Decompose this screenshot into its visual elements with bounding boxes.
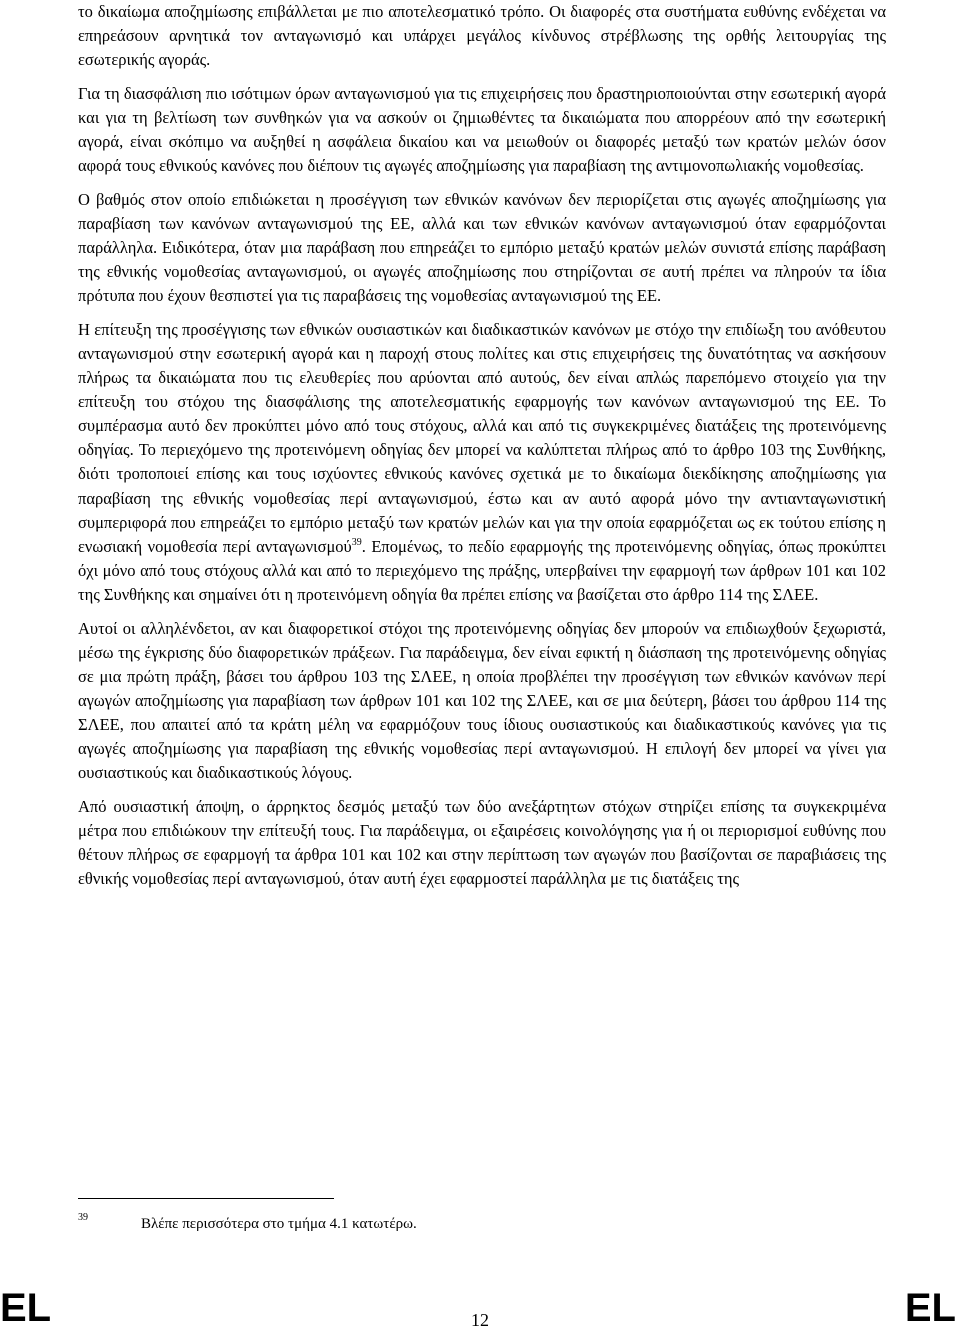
paragraph-4-part-2: . Επομένως, το πεδίο εφαρμογής της προτεινόμενης οδηγίας, όπως προκύπτει όχι μόνο από τους στόχους αλλά και από το περιεχόμενο της πράξης, υπερβαίνει την εφαρμογή των άρθρων 101 και 102 της Συνθήκης και σημαίνει ότι η προτεινόμενη οδηγία θα πρέπει επίσης να βασίζεται στο άρθρο 114 της ΣΛΕΕ.: [78, 536, 886, 604]
footnote-reference: 39: [351, 536, 362, 548]
footnote-separator: [78, 1198, 334, 1199]
language-code-left: EL: [0, 1286, 52, 1330]
paragraph-2: Για τη διασφάλιση πιο ισότιμων όρων ανταγωνισμού για τις επιχειρήσεις που δραστηριοποιούνται στην εσωτερική αγορά και για τη βελτίωση των συνθηκών για να ασκούν οι ζημιωθέντες τα δικαιώματα που απορρέουν από την εσωτερική αγορά, είναι σκόπιμο να αυξηθεί η ασφάλεια δικαίου και να μειωθούν οι διαφορές μεταξύ των κρατών μελών όσον αφορά τους εθνικούς κανόνες που διέπουν τις αγωγές αποζημίωσης για παραβίαση της αντιμονοπωλιακής νομοθεσίας.: [78, 83, 886, 176]
paragraph-4: [78, 318, 886, 607]
paragraph-3: Ο βαθμός στον οποίο επιδιώκεται η προσέγγιση των εθνικών κανόνων δεν περιορίζεται στις αγωγές αποζημίωσης για παραβίαση των κανόνων ανταγωνισμού της ΕΕ, αλλά και των εθνικών κανόνων ανταγωνισμού όταν εφαρμόζονται παράλληλα. Ειδικότερα, όταν μια παράβαση που επηρεάζει το εμπόριο μεταξύ κρατών μελών συνιστά επίσης παράβαση της εθνικής νομοθεσίας ανταγωνισμού, οι αγωγές αποζημίωσης που στηρίζονται σε αυτή πρέπει να πληρούν τα ίδια πρότυπα που έχουν θεσπιστεί για τις παραβάσεις της νομοθεσίας ανταγωνισμού της ΕΕ.: [78, 189, 886, 306]
body-text: [78, 0, 886, 901]
footnote-text: Βλέπε περισσότερα στο τμήμα 4.1 κατωτέρω.: [141, 1216, 417, 1232]
paragraph-1: το δικαίωμα αποζημίωσης επιβάλλεται με πιο αποτελεσματικό τρόπο. Οι διαφορές στα συστήματα ευθύνης ενδέχεται να επηρεάσουν αρνητικά τον ανταγωνισμό και υπάρχει μεγάλος κίνδυνος στρέβλωσης της ορθής λειτουργίας της εσωτερικής αγοράς.: [78, 2, 886, 70]
language-code-right: EL: [904, 1286, 956, 1330]
paragraph-4-part-1: Η επίτευξη της προσέγγισης των εθνικών ουσιαστικών και διαδικαστικών κανόνων με στόχο την επιδίωξη του ανόθευτου ανταγωνισμού στην εσωτερική αγορά και η παροχή στους πολίτες και στις επιχειρήσεις της δυνατότητας να ασκήσουν πλήρως τα δικαιώματα που τις ελευθερίες που αρύονται από αυτούς, δεν είναι απλώς παρεπόμενο στοιχείο για την επίτευξη του στόχου της διασφάλισης της αποτελεσματικής εφαρμογής των κανόνων ανταγωνισμού της ΕΕ. Το συμπέρασμα αυτό δεν προκύπτει μόνο από τους στόχους, αλλά και από τις συγκεκριμένες διατάξεις της προτεινόμενης οδηγίας. Το περιεχόμενο της προτεινόμενη οδηγίας δεν μπορεί να καλύπτεται πλήρως από το άρθρο 103 της Συνθήκης, διότι τροποποιεί επίσης και τους ισχύοντες εθνικούς κανόνες σχετικά με το δικαίωμα διεκδίκησης αποζημίωσης για παραβίαση της εθνικής νομοθεσίας περί ανταγωνισμού, έστω και αν αυτό αφορά μόνο την αντιανταγωνιστική συμπεριφορά που επηρεάζει το εμπόριο μεταξύ των κρατών μελών και για την οποία εφαρμόζεται ως εκ τούτου επίσης η ενωσιακή νομοθεσία περί ανταγωνισμού: [78, 319, 886, 556]
paragraph-6: Από ουσιαστική άποψη, ο άρρηκτος δεσμός μεταξύ των δύο ανεξάρτητων στόχων στηρίζει επίσης τα συγκεκριμένα μέτρα που επιδιώκουν την επίτευξή τους. Για παράδειγμα, οι εξαιρέσεις κοινολόγησης για ή οι περιορισμοί ευθύνης που θέτουν πλήρως σε εφαρμογή τα άρθρα 101 και 102 και στην περίπτωση των αγωγών που βασίζονται σε παραβιάσεις της εθνικής νομοθεσίας περί ανταγωνισμού, όταν αυτή έχει εφαρμοστεί παράλληλα με τις διατάξεις της: [78, 796, 886, 889]
footnote-number: 39: [78, 1212, 88, 1223]
paragraph-5: Αυτοί οι αλληλένδετοι, αν και διαφορετικοί στόχοι της προτεινόμενης οδηγίας δεν μπορούν να επιδιωχθούν ξεχωριστά, μέσω της έγκρισης δύο διαφορετικών πράξεων. Για παράδειγμα, δεν είναι εφικτή η διάσπαση της προτεινόμενης οδηγίας σε μια πρώτη πράξη, βάσει του άρθρου 103 της ΣΛΕΕ, η οποία προβλέπει την προσέγγιση των εθνικών κανόνων περί αγωγών αποζημίωσης για παραβίαση των άρθρων 101 και 102 της ΣΛΕΕ, και σε μια δεύτερη, βάσει του άρθρου 114 της ΣΛΕΕ, που απαιτεί από τα κράτη μέλη να εφαρμόζουν τους ίδιους ουσιαστικούς και διαδικαστικούς κανόνες για τις αγωγές αποζημίωσης για παραβίαση της εθνικής νομοθεσίας περί ανταγωνισμού. Η επιλογή δεν μπορεί να γίνει για ουσιαστικούς και διαδικαστικούς λόγους.: [78, 618, 886, 783]
page-number: 12: [471, 1310, 489, 1330]
